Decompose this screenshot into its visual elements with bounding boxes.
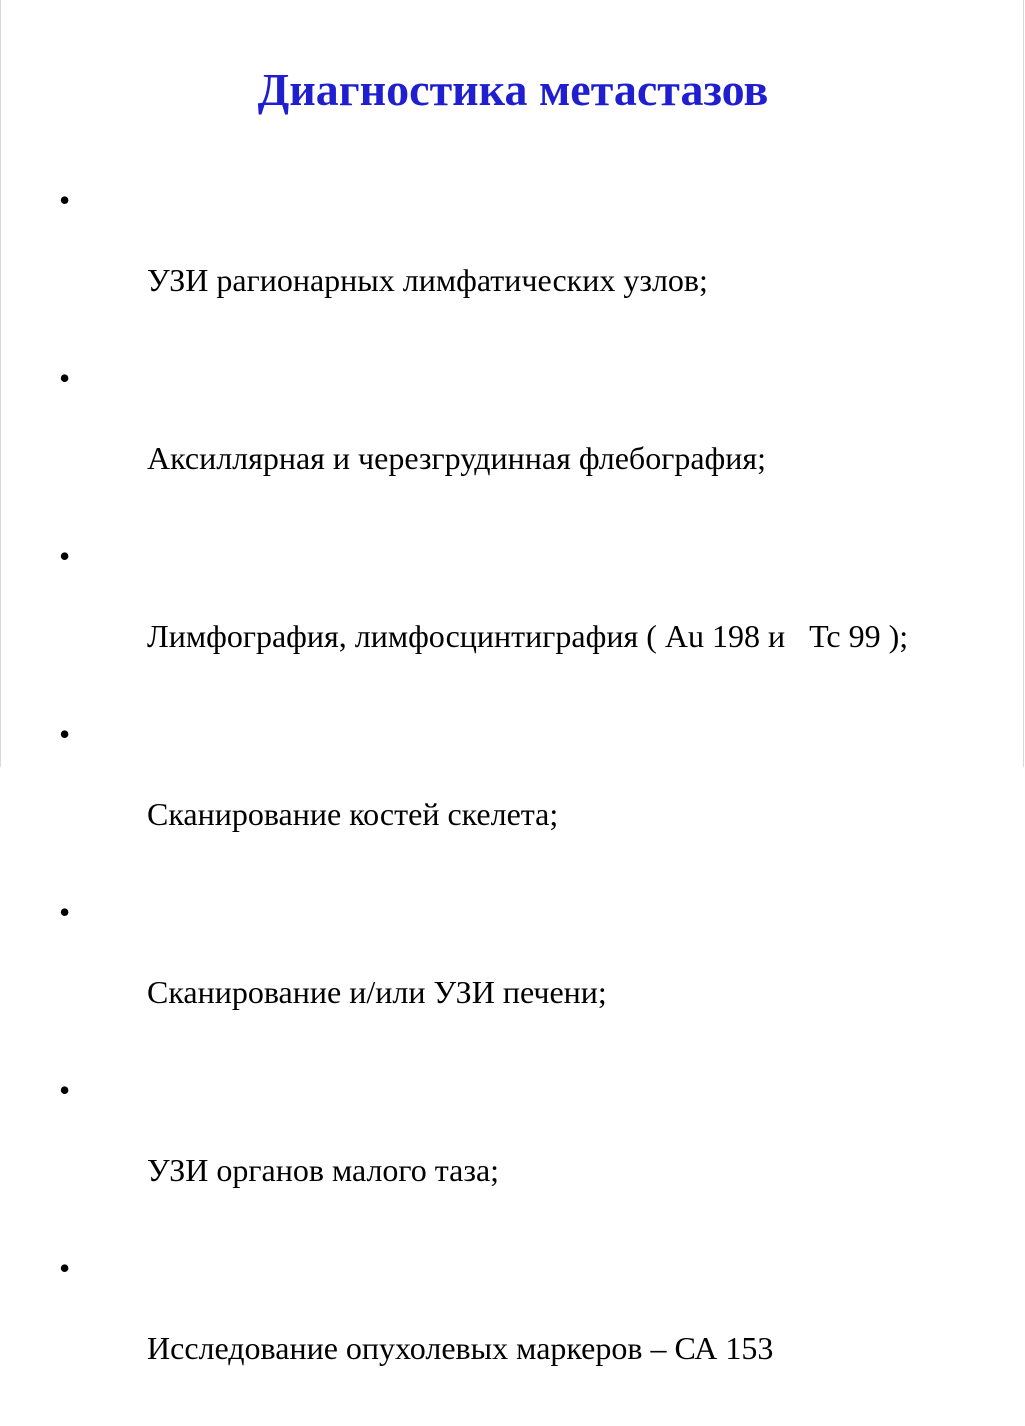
list-item xyxy=(59,180,979,340)
bullet-icon: • xyxy=(59,182,71,218)
list-item xyxy=(59,1070,979,1230)
bullet-icon: • xyxy=(59,894,71,930)
bullet-icon: • xyxy=(59,360,71,396)
list-item xyxy=(59,892,979,1052)
list-item xyxy=(59,714,979,874)
list-item-text: УЗИ рагионарных лимфатических узлов; xyxy=(147,262,708,298)
slide-title: Диагностика метастазов xyxy=(257,64,769,115)
bullet-icon: • xyxy=(59,538,71,574)
bullet-list xyxy=(59,180,979,1426)
bullet-icon: • xyxy=(59,1072,71,1108)
list-item-text: Аксиллярная и черезгрудинная флебография; xyxy=(147,440,766,476)
list-item xyxy=(59,1248,979,1408)
bullet-icon: • xyxy=(59,1250,71,1286)
list-item-text: Сканирование и/или УЗИ печени; xyxy=(147,974,607,1010)
bullet-icon: • xyxy=(59,716,71,752)
list-item-text: Лимфография, лимфосцинтиграфия ( Au 198 и Tc 99 ); xyxy=(147,618,909,654)
list-item xyxy=(59,358,979,518)
list-item xyxy=(59,536,979,696)
list-item-text: Сканирование костей скелета; xyxy=(147,796,559,832)
list-item-text: УЗИ органов малого таза; xyxy=(147,1152,500,1188)
list-item-text: Исследование опухолевых маркеров – СА 153 xyxy=(147,1330,774,1366)
